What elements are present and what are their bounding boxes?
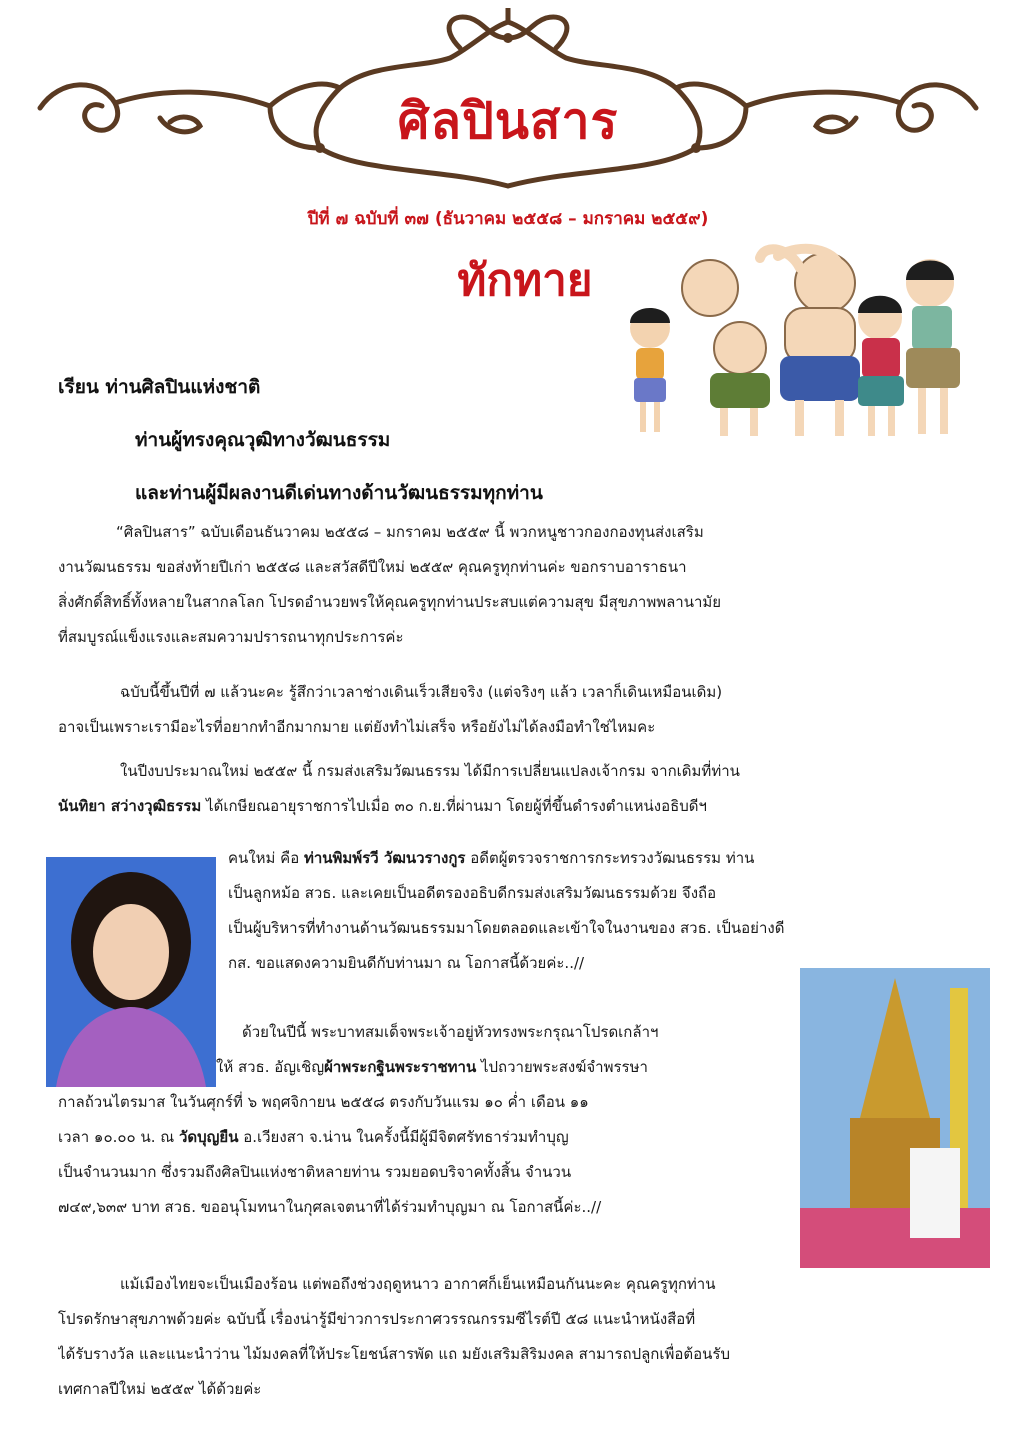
newsletter-title: ศิลปินสาร [397,92,619,150]
retired-director-name: นันทิยา สว่างวุฒิธรรม [58,797,202,815]
paragraph-4-line-4-rest: อ.เวียงสา จ.น่าน ในครั้งนี้มีผู้มีจิตศรัทธาร่วมทำบุญ [238,1128,569,1146]
paragraph-3 [58,754,983,824]
paragraph-4-line-3: กาลถ้วนไตรมาส ในวันศุกร์ที่ ๖ พฤศจิกายน ๒๕๕๘ ตรงกับวันแรม ๑๐ ค่ำ เดือน ๑๑ [58,1093,589,1111]
issue-info: ปีที่ ๗ ฉบับที่ ๓๗ (ธันวาคม ๒๕๕๘ – มกราคม ๒๕๕๙) [307,209,709,229]
paragraph-3-line-2-text: ได้เกษียณอายุราชการไปเมื่อ ๓๐ ก.ย.ที่ผ่านมา โดยผู้ที่ขึ้นดำรงตำแหน่งอธิบดีฯ [201,797,707,815]
paragraph-4-line-4-pre: เวลา ๑๐.๐๐ น. ณ [58,1128,179,1146]
salutation-line-2: ท่านผู้ทรงคุณวุฒิทางวัฒนธรรม [135,429,391,451]
paragraph-5-line-3: ได้รับรางวัล และแนะนำว่าน ไม้มงคลที่ให้ประโยชน์สารพัด แถ มยังเสริมสิริมงคล สามารถปลูกเพื่อต้อนรับ [58,1345,730,1363]
director-portrait-photo [46,857,216,1087]
paragraph-3-line-1: ในปีงบประมาณใหม่ ๒๕๕๙ นี้ กรมส่งเสริมวัฒนธรรม ได้มีการเปลี่ยนแปลงเจ้ากรม จากเดิมที่ท่าน [120,762,740,780]
paragraph-1-line-1: “ศิลปินสาร” ฉบับเดือนธันวาคม ๒๕๕๘ – มกราคม ๒๕๕๙ นี้ พวกหนูชาวกองกองทุนส่งเสริม [116,523,704,541]
paragraph-4-line-5: เป็นจำนวนมาก ซึ่งรวมถึงศิลปินแห่งชาติหลายท่าน รวมยอดบริจาคทั้งสิ้น จำนวน [58,1163,572,1181]
paragraph-2-line-1: ฉบับนี้ขึ้นปีที่ ๗ แล้วนะคะ รู้สึกว่าเวลาช่างเดินเร็วเสียจริง (แต่จริงๆ แล้ว เวลาก็เดินเหมือนเดิม) [120,683,723,701]
royal-kathin-robe-text: ผ้าพระกฐินพระราชทาน [324,1058,477,1076]
paragraph-3-line-5: เป็นผู้บริหารที่ทำงานด้านวัฒนธรรมมาโดยตลอดและเข้าใจในงานของ สวธ. เป็นอย่างดี [228,919,785,937]
paragraph-4-line-4 [58,1120,793,1155]
paragraph-5-line-2: โปรดรักษาสุขภาพด้วยค่ะ ฉบับนี้ เรื่องน่ารู้มีข่าวการประกาศวรรณกรรมซีไรต์ปี ๕๘ แนะนำหนังสือที่ [58,1310,696,1328]
paragraph-1-line-3: สิ่งศักดิ์สิทธิ์ทั้งหลายในสากลโลก โปรดอำนวยพรให้คุณครูทุกท่านประสบแต่ความสุข มีสุขภาพพลานามัย [58,593,722,611]
paragraph-2-line-2: อาจเป็นเพราะเรามีอะไรที่อยากทำอีกมากมาย แต่ยังทำไม่เสร็จ หรือยังไม่ได้ลงมือทำใช่ไหมคะ [58,718,656,736]
paragraph-2 [58,675,983,745]
paragraph-3-line-3-pre: คนใหม่ คือ [228,849,304,867]
paragraph-4-line-2 [216,1050,788,1085]
paragraph-4-line-2-rest: ไปถวายพระสงฆ์จำพรรษา [476,1058,648,1076]
paragraph-1-line-2: งานวัฒนธรรม ขอส่งท้ายปีเก่า ๒๕๕๘ และสวัสดีปีใหม่ ๒๕๕๙ คุณครูทุกท่านค่ะ ขอกราบอาราธนา [58,558,687,576]
paragraph-1-line-4: ที่สมบูรณ์แข็งแรงและสมความปรารถนาทุกประการค่ะ [58,628,404,646]
paragraph-3-line-2 [58,789,983,824]
paragraph-3-line-4: เป็นลูกหม้อ สวธ. และเคยเป็นอดีตรองอธิบดีกรมส่งเสริมวัฒนธรรมด้วย จึงถือ [228,884,717,902]
paragraph-1 [58,515,983,655]
paragraph-5 [58,1267,983,1407]
paragraph-4-line-2-pre: ให้ สวธ. อัญเชิญ [216,1058,325,1076]
salutation-line-1: เรียน ท่านศิลปินแห่งชาติ [58,376,261,398]
paragraph-3-line-3 [228,841,988,876]
paragraph-3-continued [228,841,988,981]
new-director-name: ท่านพิมพ์รวี วัฒนวรางกูร [303,849,466,867]
paragraph-4-line-1: ด้วยในปีนี้ พระบาทสมเด็จพระเจ้าอยู่หัวทรงพระกรุณาโปรดเกล้าฯ [242,1023,659,1041]
kathin-ceremony-photo [800,968,990,1268]
paragraph-4-line-6: ๗๔๙,๖๓๙ บาท สวธ. ขออนุโมทนาในกุศลเจตนาที่ได้ร่วมทำบุญมา ณ โอกาสนี้ค่ะ..// [58,1198,602,1216]
paragraph-5-line-4: เทศกาลปีใหม่ ๒๕๕๙ ได้ด้วยค่ะ [58,1380,262,1398]
greeting-heading: ทักทาย [457,255,593,306]
paragraph-3-line-6: กส. ขอแสดงความยินดีกับท่านมา ณ โอกาสนี้ด้วยค่ะ..// [228,954,585,972]
paragraph-4-start [216,1015,788,1085]
salutation-line-3: และท่านผู้มีผลงานดีเด่นทางด้านวัฒนธรรมทุกท่าน [135,482,543,504]
children-playing-illustration [600,238,1000,448]
paragraph-4-continued [58,1085,793,1225]
temple-name: วัดบุญยืน [178,1128,239,1146]
paragraph-5-line-1: แม้เมืองไทยจะเป็นเมืองร้อน แต่พอถึงช่วงฤดูหนาว อากาศก็เย็นเหมือนกันนะคะ คุณครูทุกท่าน [120,1275,716,1293]
paragraph-3-line-3-rest: อดีตผู้ตรวจราชการกระทรวงวัฒนธรรม ท่าน [465,849,755,867]
